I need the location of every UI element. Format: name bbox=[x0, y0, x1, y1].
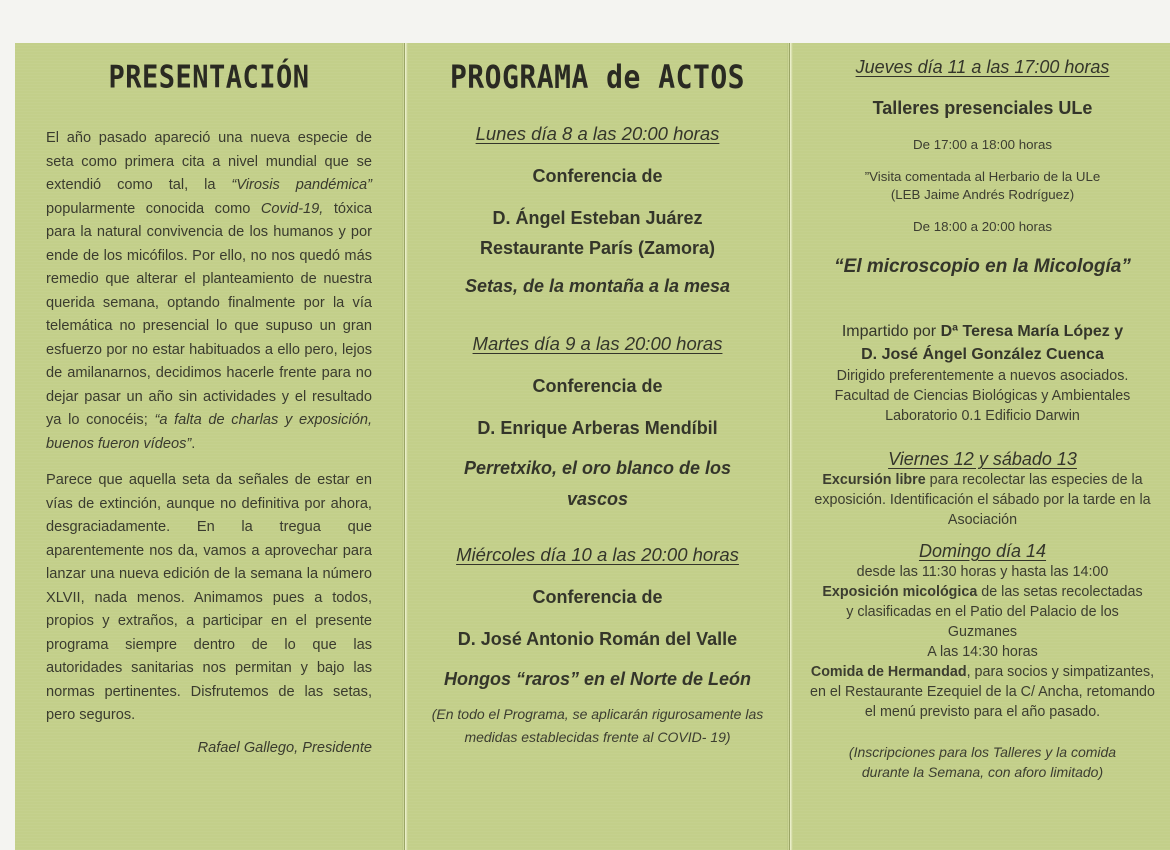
paragraph-text: . bbox=[191, 435, 196, 452]
imparted-name-2: D. José Ángel González Cuenca bbox=[861, 346, 1104, 363]
slot2-title: “El microscopio en la Micología” bbox=[834, 256, 1131, 277]
sunday-time: desde las 11:30 horas y hasta las 14:00 bbox=[856, 564, 1109, 580]
slot1-time: De 17:00 a 18:00 horas bbox=[913, 137, 1052, 152]
thursday-block bbox=[795, 57, 1170, 278]
event-type: Conferencia de bbox=[532, 166, 663, 186]
event-talk: Perretxiko, el oro blanco de los vascos bbox=[463, 458, 732, 509]
fold-crease-right bbox=[787, 43, 793, 850]
sunday-block bbox=[795, 541, 1170, 782]
quote-videos: “a falta de charlas y exposición, buenos fueron vídeos” bbox=[46, 412, 373, 452]
event-lunes bbox=[408, 123, 787, 302]
lunch-time: A las 14:30 horas bbox=[927, 644, 1038, 660]
imparted-line bbox=[795, 320, 1170, 343]
directed-to: Dirigido preferentemente a nuevos asociados. bbox=[836, 368, 1129, 384]
imparted-prefix: Impartido por bbox=[841, 323, 941, 340]
friday-heading: Viernes 12 y sábado 13 bbox=[888, 449, 1077, 469]
slot1-visit: ”Visita comentada al Herbario de la ULe bbox=[864, 169, 1101, 184]
programa-title: PROGRAMA de ACTOS bbox=[449, 58, 746, 96]
lab-location: Laboratorio 0.1 Edificio Darwin bbox=[885, 408, 1080, 424]
sunday-heading: Domingo día 14 bbox=[918, 541, 1047, 561]
paragraph-text: popularmente conocida como bbox=[46, 200, 261, 217]
paragraph-text: El año pasado apareció una nueva especie de seta como primera cita a nivel mundial que se extendió como tal, la bbox=[46, 130, 372, 193]
faculty: Facultad de Ciencias Biológicas y Ambientales bbox=[834, 388, 1131, 404]
event-type: Conferencia de bbox=[532, 587, 663, 607]
quote-virosis: “Virosis pandémica” bbox=[231, 177, 372, 193]
presentacion-title: PRESENTACIÓN bbox=[108, 60, 310, 96]
workshops-title: Talleres presenciales ULe bbox=[872, 98, 1093, 118]
imparted-name-1: Dª Teresa María López y bbox=[940, 323, 1124, 340]
covid-note: (En todo el Programa, se aplicarán rigurosamente las medidas establecidas frente al COVID- 19) bbox=[431, 706, 764, 745]
panel-talleres bbox=[795, 43, 1170, 850]
fold-line-right bbox=[789, 43, 790, 850]
event-speaker: D. Ángel Esteban Juárez bbox=[492, 208, 703, 228]
thursday-heading: Jueves día 11 a las 17:00 horas bbox=[855, 57, 1110, 77]
excursion-label: Excursión libre bbox=[822, 472, 926, 488]
excursion-details: para recolectar las especies de la exposición. Identificación el sábado por la tarde en la Asociación bbox=[814, 472, 1151, 528]
quote-covid: Covid-19, bbox=[260, 200, 324, 217]
lunch-text bbox=[795, 662, 1170, 722]
lunch-label: Comida de Hermandad bbox=[810, 664, 967, 680]
event-speaker: D. José Antonio Román del Valle bbox=[457, 629, 738, 649]
event-martes bbox=[408, 333, 787, 515]
panel-programa bbox=[408, 43, 787, 850]
registration-note: (Inscripciones para los Talleres y la comida durante la Semana, con aforo limitado) bbox=[848, 744, 1117, 780]
event-miercoles bbox=[408, 544, 787, 748]
exhibition-text bbox=[795, 582, 1170, 642]
paragraph-text: tóxica para la natural convivencia de los humanos y por ende de los micófilos. Por ello, no nos quedó más remedio que alterar el planteamiento de nuestra querida semana, optando finalmente por la vía telemática no presencial lo que supuso un gran esfuerzo por no estar habituados a ello pero, lejos de amilanarnos, decidimos hacerle frente para no dejar pasar un año sin actividades y el resultado ya lo conocéis; bbox=[46, 200, 372, 428]
event-speaker: D. Enrique Arberas Mendíbil bbox=[477, 418, 718, 438]
exhibition-details: de las setas recolectadas y clasificadas en el Patio del Palacio de los Guzmanes bbox=[846, 584, 1143, 640]
event-day: Lunes día 8 a las 20:00 horas bbox=[475, 123, 720, 144]
event-talk: Hongos “raros” en el Norte de León bbox=[443, 669, 752, 689]
event-day: Martes día 9 a las 20:00 horas bbox=[472, 333, 723, 354]
excursion-text bbox=[795, 470, 1170, 530]
slot2-time: De 18:00 a 20:00 horas bbox=[913, 219, 1052, 234]
lunch-details: , para socios y simpatizantes, en el Restaurante Ezequiel de la C/ Ancha, retomando el menú previsto para el año pasado. bbox=[810, 664, 1155, 720]
event-type: Conferencia de bbox=[532, 376, 663, 396]
signature: Rafael Gallego, Presidente bbox=[197, 739, 372, 756]
event-day: Miércoles día 10 a las 20:00 horas bbox=[456, 544, 739, 565]
presentacion-paragraph-2: Parece que aquella seta da señales de estar en vías de extinción, aunque no definitiva por ahora, desgraciadamente. En la tregua que aparentemente nos da, vamos a aprovechar para lanzar una nueva edición de la semana la número XLVII, nada menos. Animamos pues a todos, propios y extraños, a participar en el presente programa siempre dentro de lo que las autoridades sanitarias nos permitan y bajo las normas pertinentes. Disfrutemos de las setas, pero seguros. bbox=[46, 472, 372, 723]
friday-block bbox=[795, 449, 1170, 530]
event-affiliation: Restaurante París (Zamora) bbox=[479, 238, 716, 258]
imparted-block bbox=[795, 320, 1170, 426]
slot1-guide: (LEB Jaime Andrés Rodríguez) bbox=[890, 187, 1075, 202]
fold-line-left bbox=[404, 43, 405, 850]
panel-presentacion bbox=[15, 43, 402, 850]
presentacion-paragraph-1 bbox=[46, 127, 372, 456]
exhibition-label: Exposición micológica bbox=[822, 584, 978, 600]
event-talk: Setas, de la montaña a la mesa bbox=[464, 276, 731, 296]
